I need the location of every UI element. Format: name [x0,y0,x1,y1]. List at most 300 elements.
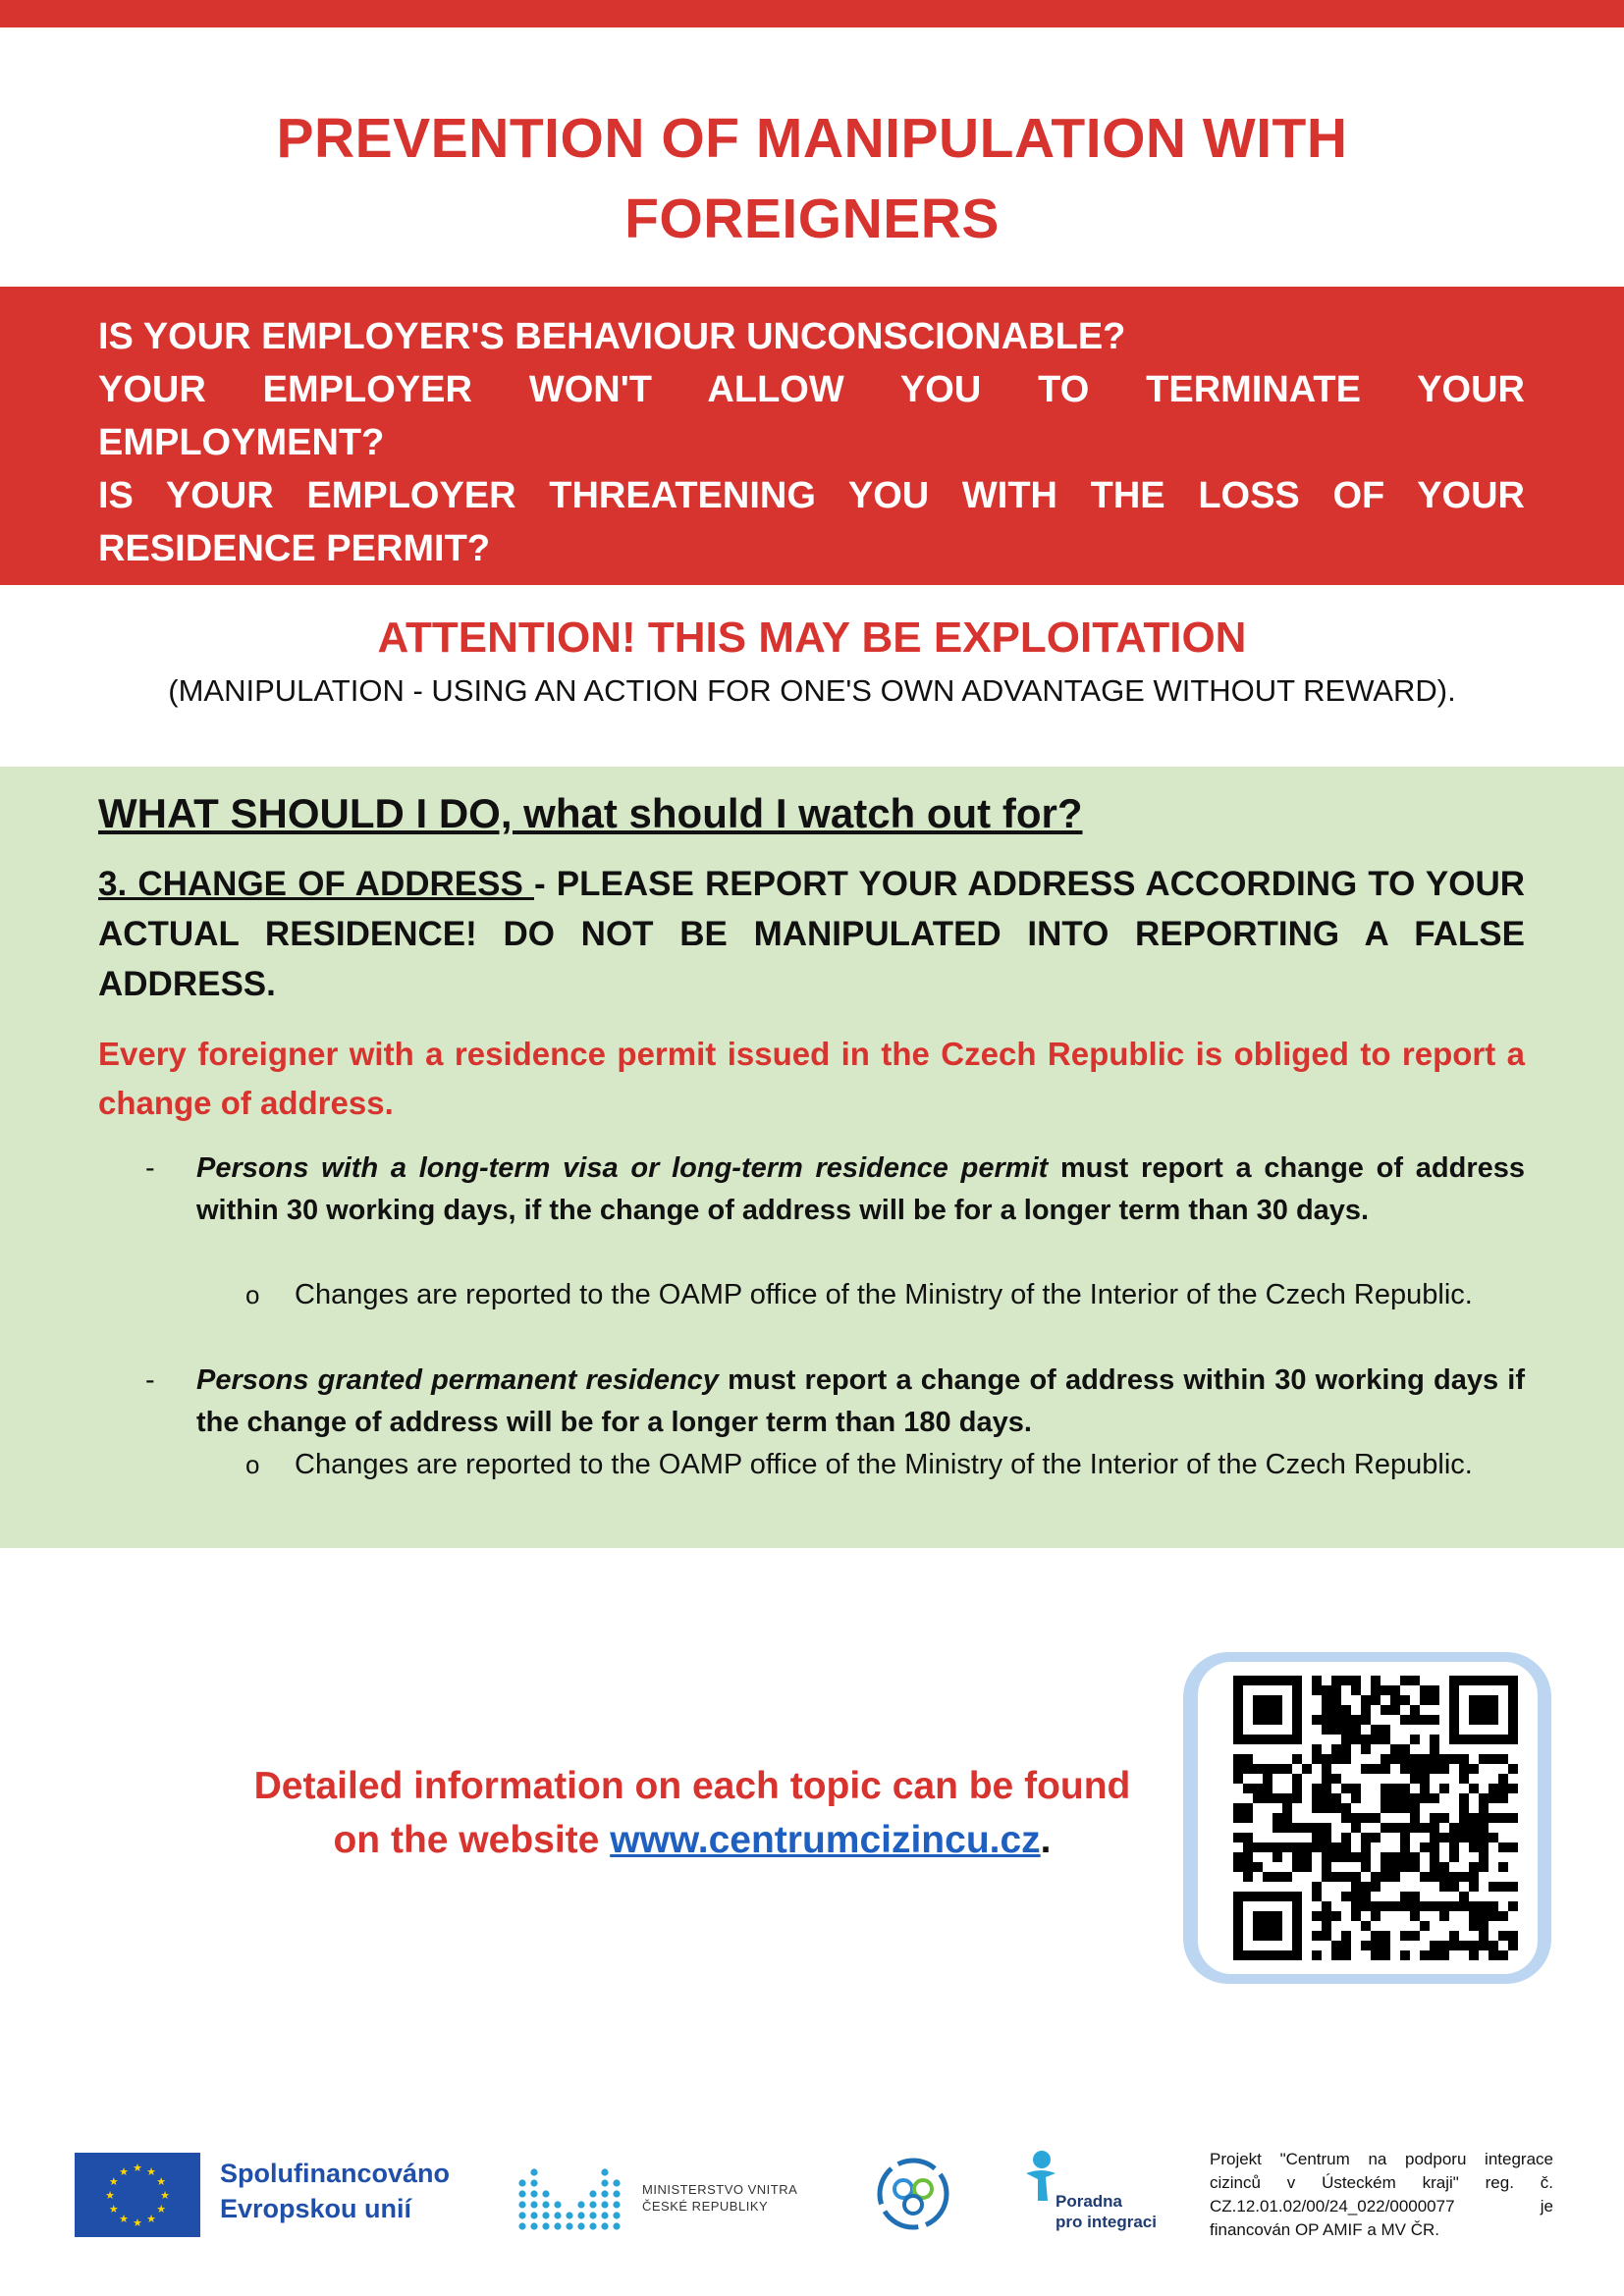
eu-star-icon: ★ [146,2213,156,2226]
qr-module [1469,1862,1479,1872]
eu-star-icon: ★ [108,2175,119,2188]
qr-module [1380,1685,1390,1695]
change-of-address-heading [98,859,1525,1009]
qr-module [1469,1842,1479,1852]
ministry-logo-dot [613,2222,620,2229]
qr-module [1322,1842,1331,1852]
qr-module [1400,1892,1410,1901]
qr-module [1508,1901,1518,1911]
ministry-logo-dot [530,2168,537,2175]
qr-module [1351,1715,1361,1725]
qr-module [1331,1941,1341,1950]
qr-module [1371,1882,1380,1892]
change-of-address-text: - PLEASE REPORT YOUR ADDRESS ACCORDING TO YOUR ACTUAL RESIDENCE! DO NOT BE MANIPULATED INTO REPORTING A FALSE ADDRESS. [98,865,1526,1003]
qr-module [1390,1754,1400,1764]
qr-module [1400,1833,1410,1842]
eu-cofinanced-label [220,2156,450,2226]
qr-module [1341,1852,1351,1862]
qr-module [1400,1842,1410,1852]
qr-module [1351,1823,1361,1833]
qr-module [1312,1882,1322,1892]
qr-module [1253,1862,1263,1872]
ministry-logo-dot [554,2201,561,2208]
qr-module [1498,1754,1508,1764]
qr-module [1469,1950,1479,1960]
qr-module [1459,1803,1469,1813]
qr-module [1282,1764,1292,1774]
qr-module [1390,1784,1400,1793]
qr-module [1489,1911,1498,1921]
qr-module [1351,1784,1361,1793]
qr-module [1469,1901,1479,1911]
qr-module [1312,1823,1322,1833]
qr-module [1341,1735,1351,1744]
qr-module [1430,1735,1439,1744]
qr-module [1439,1764,1449,1774]
qr-module [1233,1813,1243,1823]
qr-module [1380,1941,1390,1950]
qr-module [1489,1882,1498,1892]
poradna-label-line-1: Poradna [1056,2192,1123,2211]
website-info-suffix: . [1040,1819,1052,1861]
qr-module [1331,1725,1341,1735]
qr-module [1380,1872,1390,1882]
qr-module [1390,1872,1400,1882]
qr-module [1380,1950,1390,1960]
qr-module [1322,1725,1331,1735]
qr-module [1508,1764,1518,1774]
question-2-line-2: EMPLOYMENT? [98,422,385,463]
qr-module [1410,1715,1420,1725]
qr-module [1243,1803,1253,1813]
qr-module [1282,1803,1292,1813]
qr-module [1400,1744,1410,1754]
qr-module [1449,1833,1459,1842]
ministry-logo-icon [514,2152,632,2240]
qr-module [1263,1764,1272,1774]
eu-star-icon: ★ [105,2189,115,2202]
qr-module [1302,1842,1312,1852]
bullet-marker: - [145,1152,155,1184]
qr-module [1498,1842,1508,1852]
qr-module [1322,1803,1331,1813]
qr-module [1331,1744,1341,1754]
ministry-logo-dot [577,2222,584,2229]
qr-module [1282,1872,1292,1882]
qr-module [1243,1872,1253,1882]
ministry-logo-dot [542,2222,549,2229]
qr-module [1420,1823,1430,1833]
qr-module [1263,1793,1272,1803]
qr-module [1498,1931,1508,1941]
qr-module [1400,1901,1410,1911]
section-heading: WHAT SHOULD I DO, what should I watch out for? [98,790,1083,836]
qr-module [1361,1833,1371,1842]
qr-module [1312,1931,1322,1941]
qr-module [1420,1950,1430,1960]
qr-module [1322,1715,1331,1725]
website-link[interactable]: www.centrumcizincu.cz [610,1819,1041,1861]
qr-module [1243,1852,1253,1862]
qr-module [1253,1911,1282,1941]
qr-module [1361,1852,1371,1862]
qr-module [1272,1813,1282,1823]
bullet-long-term [145,1148,1525,1232]
question-1: IS YOUR EMPLOYER'S BEHAVIOUR UNCONSCIONABLE? [98,316,1126,357]
qr-module [1263,1784,1272,1793]
title-line-2: FOREIGNERS [624,187,1000,250]
advice-section [0,767,1624,1548]
eu-label-line-1: Spolufinancováno [220,2159,451,2188]
manipulation-definition: (MANIPULATION - USING AN ACTION FOR ONE'S OWN ADVANTAGE WITHOUT REWARD). [168,673,1456,708]
qr-module [1400,1676,1410,1685]
qr-module [1341,1813,1351,1823]
qr-module [1233,1754,1243,1764]
ministry-logo-dot [542,2212,549,2218]
eu-label-line-2: Evropskou unií [220,2194,412,2223]
ministry-logo-dot [589,2201,596,2208]
ministry-logo-dot [566,2212,572,2218]
questions-band [0,287,1624,585]
qr-module [1469,1882,1479,1892]
ministry-logo-dot [613,2201,620,2208]
qr-module [1331,1793,1341,1803]
ministry-logo-dot [518,2201,525,2208]
eu-star-icon: ★ [146,2164,156,2178]
qr-module [1371,1901,1380,1911]
qr-module [1410,1901,1420,1911]
eu-flag-logo [75,2153,200,2237]
qr-module [1498,1774,1508,1784]
qr-module [1322,1754,1331,1764]
sub-bullet-marker: o [245,1280,260,1309]
qr-module [1498,1813,1508,1823]
qr-module [1479,1901,1489,1911]
qr-module [1341,1744,1351,1754]
qr-module [1410,1764,1420,1774]
qr-module [1400,1862,1410,1872]
qr-code-card [1198,1662,1538,1974]
qr-module [1253,1764,1263,1774]
ministry-logo-dot [530,2190,537,2197]
qr-module [1331,1695,1341,1705]
poradna-label-line-2: pro integraci [1056,2213,1157,2231]
qr-module [1361,1715,1371,1725]
qr-module [1498,1950,1508,1960]
qr-module [1430,1754,1439,1764]
qr-module [1489,1941,1498,1950]
qr-module [1479,1862,1489,1872]
qr-module [1361,1764,1371,1774]
qr-module [1380,1852,1390,1862]
qr-module [1449,1882,1459,1892]
qr-module [1410,1862,1420,1872]
bullet-long-term-text: must report a change of address within 30 working days, if the change of address will be for a longer term than 30 days. [196,1152,1525,1226]
qr-module [1341,1833,1351,1842]
qr-code[interactable] [1233,1676,1518,1960]
qr-module [1439,1901,1449,1911]
qr-module [1351,1725,1361,1735]
qr-module [1498,1911,1508,1921]
ministry-logo-dot [530,2201,537,2208]
qr-module [1371,1764,1380,1774]
qr-module [1322,1695,1331,1705]
qr-module [1341,1725,1351,1735]
qr-module [1233,1833,1243,1842]
qr-module [1341,1842,1351,1852]
website-info-line-2 [128,1813,1257,1867]
bullet-marker: - [145,1364,155,1396]
qr-module [1331,1852,1341,1862]
ministry-logo-dot [577,2212,584,2218]
qr-module [1420,1784,1430,1793]
qr-module [1322,1911,1331,1921]
project-funding-note: Projekt "Centrum na podporu integrace cizinců v Ústeckém kraji" reg. č. CZ.12.01.02/00/24_022/0000077 je financován OP AMIF a MV ČR. [1210,2150,1553,2239]
qr-module [1351,1872,1361,1882]
qr-module [1410,1852,1420,1862]
qr-module [1430,1872,1439,1882]
qr-module [1479,1911,1489,1921]
qr-module [1351,1901,1361,1911]
qr-module [1331,1685,1341,1695]
qr-module [1410,1823,1420,1833]
qr-module [1400,1695,1410,1705]
qr-module [1331,1911,1341,1921]
qr-module [1371,1676,1380,1685]
qr-module [1380,1764,1390,1774]
qr-module [1469,1833,1479,1842]
ministry-label [642,2181,797,2215]
qr-module [1449,1931,1459,1941]
qr-module [1479,1833,1489,1842]
qr-module [1410,1931,1420,1941]
qr-module [1361,1921,1371,1931]
qr-module [1489,1813,1498,1823]
ministry-logo-dot [601,2201,608,2208]
qr-module [1331,1676,1341,1685]
qr-module [1272,1764,1282,1774]
qr-module [1380,1725,1390,1735]
qr-module [1263,1842,1272,1852]
qr-module [1243,1842,1253,1852]
qr-module [1302,1852,1312,1862]
qr-module [1469,1813,1479,1823]
qr-module [1430,1685,1439,1695]
qr-module [1469,1784,1479,1793]
qr-module [1233,1764,1243,1774]
ministry-logo-dot [518,2212,525,2218]
qr-module [1341,1950,1351,1960]
qr-module [1380,1705,1390,1715]
qr-module [1253,1695,1282,1725]
qr-module [1420,1695,1430,1705]
ministry-logo-dot [613,2212,620,2218]
qr-module [1479,1823,1489,1833]
qr-module [1371,1911,1380,1921]
qr-module [1341,1715,1351,1725]
bullet-permanent [145,1360,1525,1444]
qr-module [1400,1852,1410,1862]
qr-module [1459,1774,1469,1784]
qr-module [1489,1950,1498,1960]
qr-module [1312,1715,1322,1725]
qr-module [1439,1911,1449,1921]
ministry-logo-dot [601,2179,608,2186]
question-3-line-2: RESIDENCE PERMIT? [98,528,491,569]
qr-module [1420,1872,1430,1882]
eu-star-icon: ★ [156,2203,167,2216]
qr-module [1361,1735,1371,1744]
qr-module [1282,1793,1292,1803]
qr-module [1233,1852,1243,1862]
qr-module [1341,1705,1351,1715]
ministry-logo-dot [601,2190,608,2197]
qr-module [1508,1784,1518,1793]
qr-module [1331,1872,1341,1882]
qr-module [1469,1764,1479,1774]
qr-module [1233,1862,1243,1872]
qr-module [1410,1793,1420,1803]
qr-module [1508,1813,1518,1823]
qr-module [1508,1931,1518,1941]
qr-module [1380,1754,1390,1764]
qr-module [1508,1882,1518,1892]
qr-module [1322,1705,1331,1715]
ministry-logo-dot [566,2222,572,2229]
sub-bullet-long-term [245,1274,1525,1316]
qr-module [1420,1793,1430,1803]
qr-module [1380,1735,1390,1744]
qr-module [1430,1950,1439,1960]
qr-module [1322,1784,1331,1793]
qr-module [1371,1695,1380,1705]
ministry-logo-dot [518,2179,525,2186]
qr-module [1263,1872,1272,1882]
eu-stars-icon [75,2153,200,2237]
qr-module [1322,1685,1331,1695]
qr-module [1489,1901,1498,1911]
ministry-logo-dot [542,2190,549,2197]
ministry-logo-dot [518,2222,525,2229]
qr-module [1292,1784,1302,1793]
qr-module [1331,1715,1341,1725]
ministry-logo-dot [589,2222,596,2229]
qr-module [1351,1813,1361,1823]
qr-module [1479,1754,1489,1764]
qr-module [1243,1784,1253,1793]
qr-module [1302,1823,1312,1833]
qr-module [1312,1842,1322,1852]
qr-module [1489,1833,1498,1842]
qr-module [1263,1774,1272,1784]
eu-star-icon: ★ [119,2213,129,2226]
qr-module [1253,1842,1263,1852]
qr-module [1341,1872,1351,1882]
qr-module [1459,1892,1469,1901]
qr-module [1449,1754,1459,1764]
qr-module [1380,1823,1390,1833]
qr-module [1341,1892,1351,1901]
ministry-logo-dot [518,2190,525,2197]
ministry-logo-dot [601,2212,608,2218]
obligation-text: Every foreigner with a residence permit issued in the Czech Republic is obliged to report a change of address. [98,1036,1525,1121]
sub-bullet-permanent [245,1444,1525,1486]
sub-bullet-marker: o [245,1450,260,1479]
top-accent-bar [0,0,1624,27]
ministry-logo-dot [554,2222,561,2229]
qr-module [1331,1803,1341,1813]
qr-module [1430,1852,1439,1862]
qr-module [1410,1705,1420,1715]
qr-module [1282,1813,1292,1823]
qr-module [1420,1685,1430,1695]
qr-module [1322,1793,1331,1803]
qr-module [1361,1813,1371,1823]
qr-module [1489,1754,1498,1764]
qr-module [1371,1872,1380,1882]
qr-module [1498,1862,1508,1872]
qr-module [1430,1813,1439,1823]
qr-module [1351,1911,1361,1921]
website-info-prefix: on the website [333,1819,611,1861]
website-info [128,1759,1257,1867]
qr-module [1371,1833,1380,1842]
ministry-logo-dot [601,2168,608,2175]
sub-bullet-long-term-text: Changes are reported to the OAMP office of the Ministry of the Interior of the Czech Republic. [295,1279,1473,1310]
qr-module [1351,1793,1361,1803]
qr-module [1410,1676,1420,1685]
qr-module [1449,1852,1459,1862]
qr-module [1282,1842,1292,1852]
qr-module [1420,1754,1430,1764]
qr-module [1341,1803,1351,1813]
qr-module [1322,1862,1331,1872]
qr-module [1341,1784,1351,1793]
qr-module [1498,1882,1508,1892]
qr-module [1331,1842,1341,1852]
qr-module [1459,1764,1469,1774]
qr-module [1371,1941,1380,1950]
qr-module [1479,1803,1489,1813]
sub-bullet-permanent-text: Changes are reported to the OAMP office of the Ministry of the Interior of the Czech Republic. [295,1449,1473,1480]
qr-module [1312,1685,1322,1695]
qr-module [1400,1784,1410,1793]
qr-module [1459,1833,1469,1842]
qr-module [1361,1892,1371,1901]
qr-module [1430,1823,1439,1833]
qr-module [1469,1911,1479,1921]
qr-module [1400,1754,1410,1764]
title-line-1: PREVENTION OF MANIPULATION WITH [276,107,1348,170]
qr-module [1479,1921,1489,1931]
qr-module [1292,1823,1302,1833]
ministry-logo-dot [613,2190,620,2197]
qr-module [1341,1931,1351,1941]
qr-module [1459,1901,1469,1911]
qr-module [1439,1833,1449,1842]
qr-module [1420,1715,1430,1725]
qr-module [1272,1872,1282,1882]
question-3-line-1: IS YOUR EMPLOYER THREATENING YOU WITH THE LOSS OF YOUR [98,475,1525,516]
eu-star-icon: ★ [133,2162,142,2174]
qr-module [1371,1813,1380,1823]
qr-module [1312,1950,1322,1960]
qr-module [1292,1774,1302,1784]
ministry-logo-dot [530,2212,537,2218]
qr-module [1479,1852,1489,1862]
qr-module [1459,1872,1469,1882]
qr-module [1361,1744,1371,1754]
